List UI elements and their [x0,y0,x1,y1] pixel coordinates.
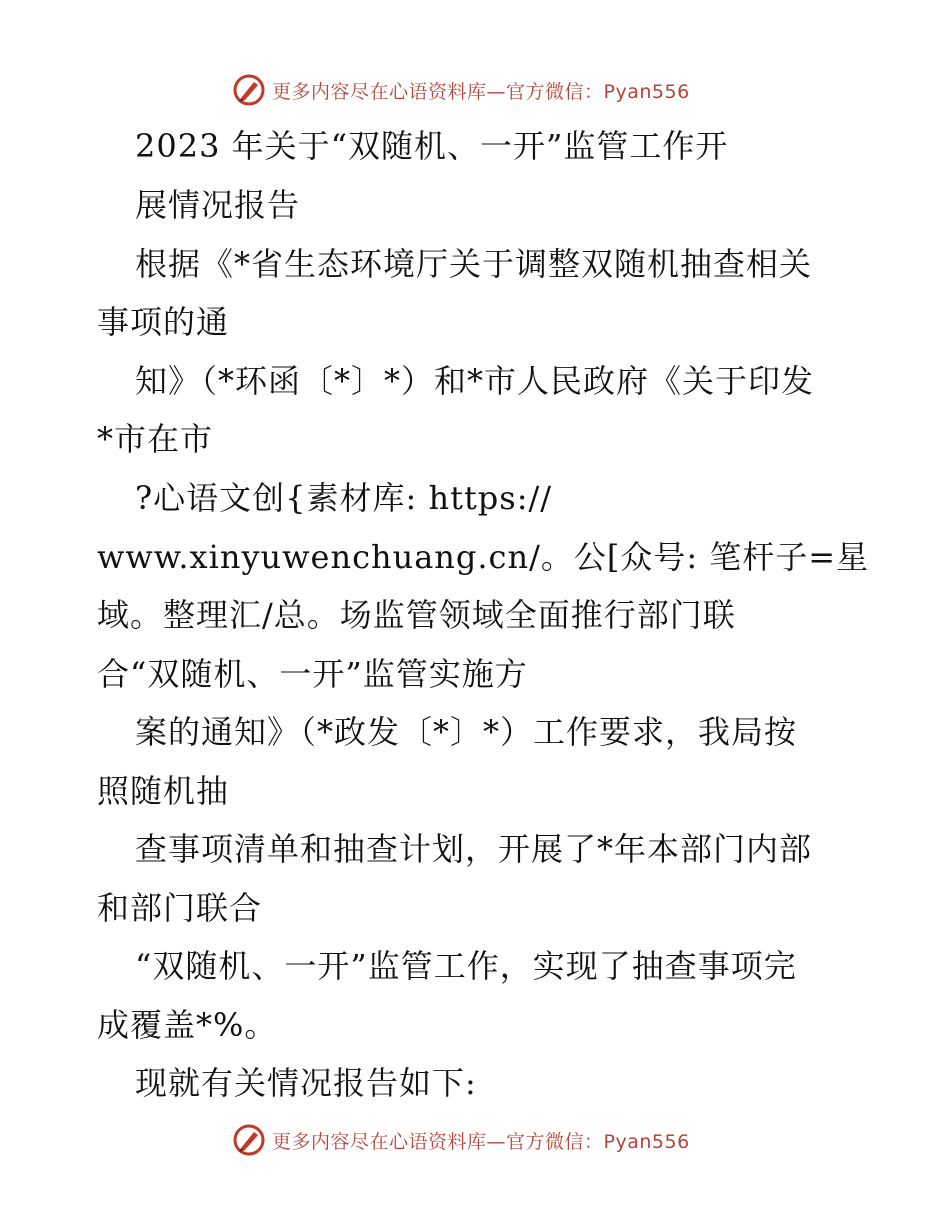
doc-line: 现就有关情况报告如下: [135,1064,477,1102]
doc-line: 成覆盖*%。 [97,1006,278,1044]
doc-line: 2023 年关于“双随机、一开”监管工作开 [135,127,729,165]
doc-line: 和部门联合 [97,889,263,927]
doc-line: 根据《*省生态环境厅关于调整双随机抽查相关 [135,245,813,283]
doc-line: 事项的通 [97,303,230,341]
watermark-banner-top [232,70,712,110]
doc-line: *市在市 [97,420,214,458]
doc-line: 知》（*环函〔*〕*）和*市人民政府《关于印发 [135,362,815,400]
doc-line: “双随机、一开”监管工作，实现了抽查事项完 [135,947,797,985]
pen-logo-icon [232,73,266,107]
watermark-text: 更多内容尽在心语资料库—官方微信：Pyan556 [272,80,690,103]
doc-line: 案的通知》（*政发〔*〕*）工作要求，我局按 [135,713,798,751]
doc-line: 展情况报告 [135,186,301,224]
doc-line: 合“双随机、一开”监管实施方 [97,655,528,693]
watermark-contact: —官方微信：Pyan556 [486,80,690,103]
watermark-contact: —官方微信：Pyan556 [486,1130,690,1153]
doc-line: 查事项清单和抽查计划，开展了*年本部门内部 [135,830,813,868]
watermark-text: 更多内容尽在心语资料库—官方微信：Pyan556 [272,1130,690,1153]
doc-line: 照随机抽 [97,772,230,810]
doc-line: 域。整理汇/总。场监管领域全面推行部门联 [97,596,736,634]
watermark-banner-bottom [232,1120,712,1160]
doc-line: www.xinyuwenchuang.cn/。公[众号: 笔杆子=星 [97,538,870,576]
doc-line: ?心语文创{素材库: https:// [135,479,553,517]
pen-logo-icon [232,1123,266,1157]
